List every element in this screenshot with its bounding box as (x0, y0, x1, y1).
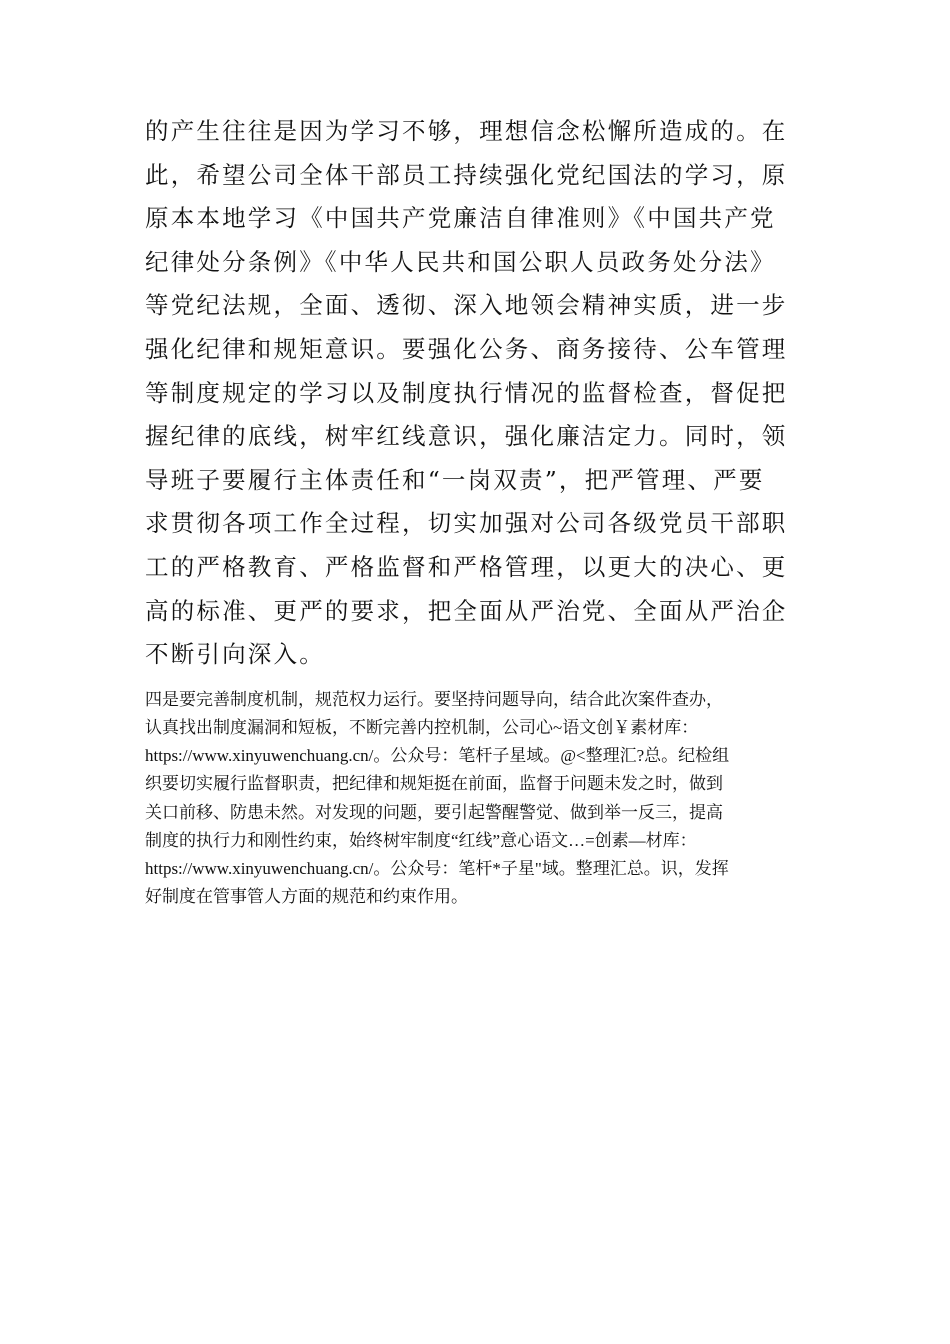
document-body (145, 110, 810, 911)
text-line: 求贯彻各项工作全过程，切实加强对公司各级党员干部职 (145, 509, 788, 538)
text-line: 工的严格教育、严格监督和严格管理，以更大的决心、更 (145, 552, 788, 581)
text-line: https://www.xinyuwenchuang.cn/。公众号：笔杆子星域。@<整理汇?总。纪检组 (145, 746, 730, 766)
text-line: 纪律处分条例》《中华人民共和国公职人员政务处分法》 (145, 247, 776, 276)
text-line: 的产生往往是因为学习不够，理想信念松懈所造成的。在 (145, 117, 788, 145)
text-line: 认真找出制度漏洞和短板，不断完善内控机制，公司心~语文创￥素材库： (145, 717, 699, 737)
text-line: https://www.xinyuwenchuang.cn/。公众号：笔杆*子星"域。整理汇总。识，发挥 (145, 858, 729, 878)
text-line: 原本本地学习《中国共产党廉洁自律准则》《中国共产党 (145, 204, 776, 233)
text-line: 制度的执行力和刚性约束，始终树牢制度“红线”意心语文…=创素—材库： (145, 830, 697, 850)
text-line: 高的标准、更严的要求，把全面从严治党、全面从严治企 (145, 596, 788, 625)
text-line: 好制度在管事管人方面的规范和约束作用。 (145, 887, 468, 907)
paragraph-large (145, 110, 810, 677)
text-line: 等制度规定的学习以及制度执行情况的监督检查，督促把 (145, 378, 788, 407)
text-line: 等党纪法规，全面、透彻、深入地领会精神实质，进一步 (145, 291, 788, 320)
text-line: 导班子要履行主体责任和“一岗双责”，把严管理、严要 (145, 465, 765, 494)
text-line: 握纪律的底线，树牢红线意识，强化廉洁定力。同时，领 (145, 422, 788, 451)
text-line: 关口前移、防患未然。对发现的问题，要引起警醒警觉、做到举一反三，提高 (145, 802, 723, 822)
text-line: 此，希望公司全体干部员工持续强化党纪国法的学习，原 (145, 160, 788, 189)
text-line: 不断引向深入。 (145, 640, 325, 669)
text-line: 四是要完善制度机制，规范权力运行。要坚持问题导向，结合此次案件查办， (145, 689, 723, 709)
paragraph-small (145, 686, 810, 912)
text-line: 织要切实履行监督职责，把纪律和规矩挺在前面，监督于问题未发之时，做到 (145, 774, 723, 794)
text-line: 强化纪律和规矩意识。要强化公务、商务接待、公车管理 (145, 334, 788, 363)
